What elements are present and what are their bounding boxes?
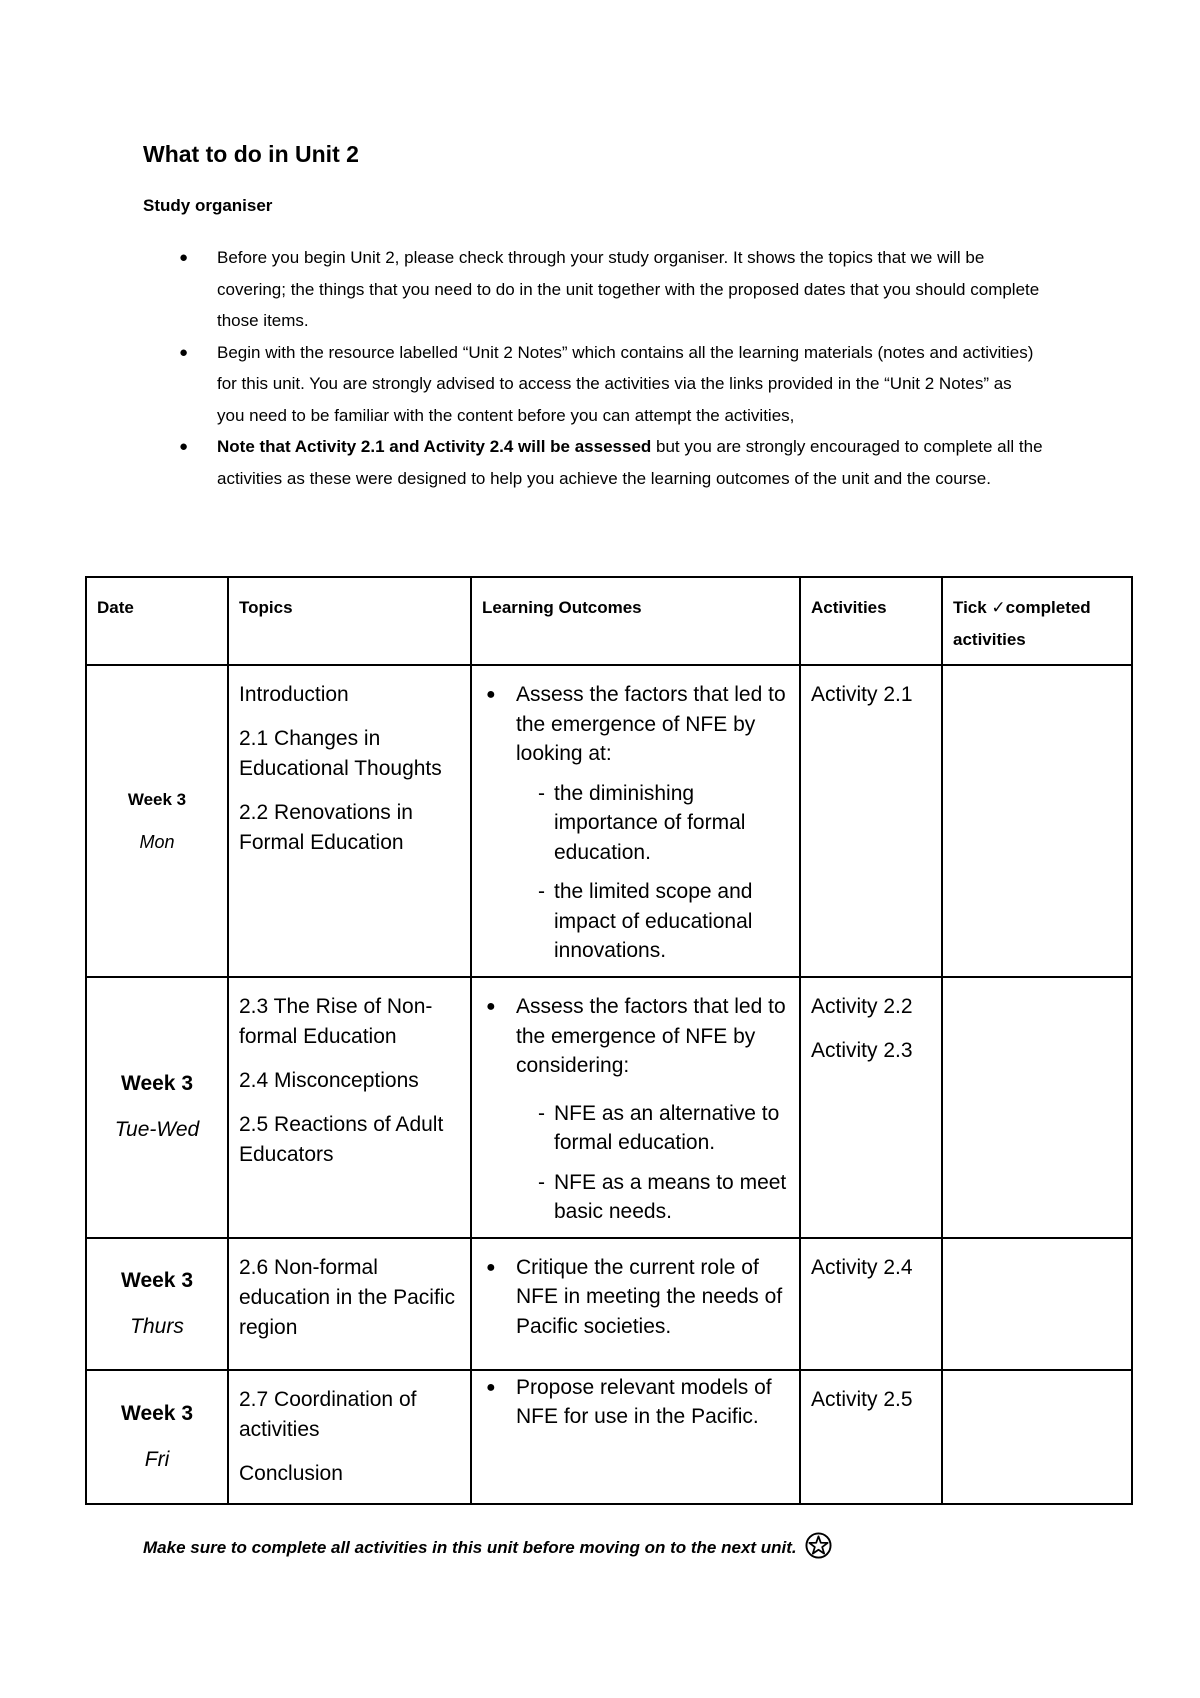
intro-item-text: but you are strongly encouraged to complete all the activities as these were designed to help you achieve the learning outcomes of the unit and the course.: [217, 437, 1043, 488]
intro-item-bold: Note that Activity 2.1 and Activity 2.4 will be assessed: [217, 437, 652, 456]
learning-outcomes-cell: [471, 665, 800, 977]
sub-outcome-item: - NFE as an alternative to formal education.: [538, 1101, 780, 1154]
intro-item-text: Begin with the resource labelled “Unit 2 Notes” which contains all the learning materials (notes and activities) for this unit. You are strongly advised to access the activities via the links provided in the “Unit 2 Notes” as you need to be familiar with the content before you can attempt the activities,: [217, 342, 1034, 425]
intro-item: [143, 431, 1043, 494]
date-cell: [86, 665, 228, 977]
tick-cell[interactable]: [942, 665, 1132, 977]
topics-cell: [228, 1370, 471, 1504]
outcome-item: [482, 1253, 789, 1342]
outcome-text: Propose relevant models of NFE for use in the Pacific.: [516, 1375, 772, 1428]
activity-item: Activity 2.4: [811, 1255, 913, 1279]
day-label: Thurs: [130, 1314, 184, 1338]
activities-cell: [800, 665, 942, 977]
topic-item: 2.3 The Rise of Non-formal Education: [239, 995, 433, 1048]
topics-cell: [228, 977, 471, 1238]
activity-item: Activity 2.1: [811, 683, 913, 706]
learning-outcomes-cell: [471, 1238, 800, 1370]
header-date: Date: [86, 577, 228, 665]
bullet-icon: ●: [179, 249, 189, 266]
sub-outcome-text: the limited scope and impact of educational innovations.: [554, 880, 753, 962]
footer-text: Make sure to complete all activities in this unit before moving on to the next unit.: [143, 1538, 797, 1557]
table-row: [86, 1370, 1132, 1504]
topic-item: 2.6 Non-formal education in the Pacific region: [239, 1255, 455, 1339]
activities-cell: [800, 977, 942, 1238]
section-subtitle: Study organiser: [143, 196, 273, 215]
date-cell: [86, 1370, 228, 1504]
study-organiser-table: [85, 576, 1133, 1505]
topic-item: 2.2 Renovations in Formal Education: [239, 801, 413, 854]
date-cell: [86, 977, 228, 1238]
activity-item: Activity 2.3: [811, 1039, 913, 1062]
week-label: Week 3: [121, 1268, 193, 1292]
outcome-item: [482, 680, 789, 769]
tick-cell[interactable]: [942, 1238, 1132, 1370]
activity-item: Activity 2.2: [811, 995, 913, 1018]
tick-cell[interactable]: [942, 977, 1132, 1238]
week-label: Week 3: [121, 1401, 193, 1425]
topic-item: 2.5 Reactions of Adult Educators: [239, 1113, 444, 1166]
topics-cell: [228, 1238, 471, 1370]
sub-outcome-text: NFE as an alternative to formal education.: [554, 1101, 780, 1154]
activity-item: Activity 2.5: [811, 1387, 913, 1411]
sub-outcome-text: NFE as a means to meet basic needs.: [554, 1170, 787, 1223]
topic-item: 2.1 Changes in Educational Thoughts: [239, 727, 442, 780]
topic-item: 2.7 Coordination of activities: [239, 1387, 417, 1441]
table-row: [86, 1238, 1132, 1370]
sub-outcome-item: - NFE as a means to meet basic needs.: [538, 1170, 787, 1223]
intro-list: [143, 242, 1043, 494]
bullet-icon: ●: [179, 438, 189, 455]
topic-item: Introduction: [239, 683, 349, 706]
footer-note: [143, 1532, 832, 1559]
week-label: Week 3: [121, 1072, 193, 1096]
star-circle-icon: [805, 1532, 832, 1559]
learning-outcomes-cell: [471, 1370, 800, 1504]
header-topics: Topics: [228, 577, 471, 665]
sub-outcome-item: - the diminishing importance of formal education.: [538, 781, 746, 864]
day-label: Tue-Wed: [114, 1118, 200, 1142]
date-cell: [86, 1238, 228, 1370]
week-label: Week 3: [127, 789, 187, 809]
header-tick-completed: Tick ✓completed activities: [942, 577, 1132, 665]
day-label: Fri: [144, 1447, 170, 1471]
outcome-item: [482, 1373, 789, 1432]
intro-item-text: Before you begin Unit 2, please check through your study organiser. It shows the topics that we will be covering; the things that you need to do in the unit together with the proposed dates that you should complete those items.: [217, 248, 1040, 330]
bullet-icon: ●: [486, 998, 496, 1015]
table-header-row: [86, 577, 1132, 665]
activities-cell: [800, 1370, 942, 1504]
tick-cell[interactable]: [942, 1370, 1132, 1504]
bullet-icon: ●: [486, 1258, 496, 1276]
table-row: [86, 977, 1132, 1238]
table-row: [86, 665, 1132, 977]
day-label: Mon: [139, 831, 175, 852]
activities-cell: [800, 1238, 942, 1370]
outcome-text: Assess the factors that led to the emergence of NFE by considering:: [516, 995, 786, 1077]
header-activities: Activities: [800, 577, 942, 665]
outcome-text: Critique the current role of NFE in meeting the needs of Pacific societies.: [516, 1255, 783, 1338]
bullet-icon: ●: [486, 686, 496, 703]
bullet-icon: ●: [486, 1378, 496, 1396]
outcome-item: [482, 992, 789, 1081]
topic-item: Conclusion: [239, 1461, 343, 1485]
sub-outcome-text: the diminishing importance of formal education.: [554, 781, 746, 864]
topic-item: 2.4 Misconceptions: [239, 1069, 419, 1092]
sub-outcome-item: - the limited scope and impact of educational innovations.: [538, 880, 753, 962]
learning-outcomes-cell: [471, 977, 800, 1238]
page-title: What to do in Unit 2: [143, 141, 359, 167]
bullet-icon: ●: [179, 343, 189, 361]
intro-item: [143, 242, 1043, 337]
header-learning-outcomes: Learning Outcomes: [471, 577, 800, 665]
intro-item: [143, 337, 1043, 432]
topics-cell: [228, 665, 471, 977]
outcome-text: Assess the factors that led to the emergence of NFE by looking at:: [516, 683, 786, 765]
